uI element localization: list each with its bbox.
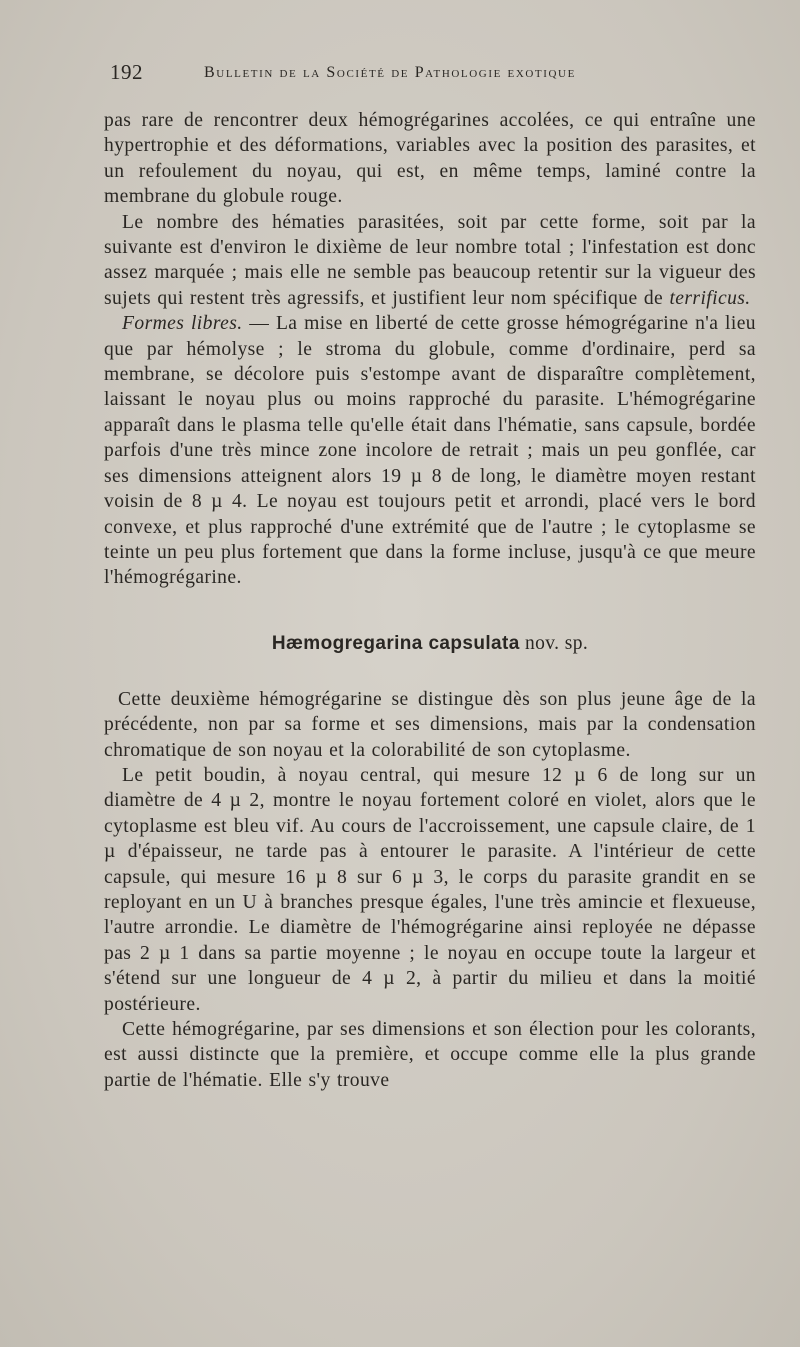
paragraph-infestation-text: Le nombre des hématies parasitées, soit par cette forme, soit par la suivante est d'environ le dixième de leur nombre total ; l'infestation est donc assez marquée ; mais elle ne semble pas beaucoup retentir sur la vigueur des sujets qui restent très agressifs, et justifient leur nom spécifique de bbox=[104, 211, 756, 309]
page-number: 192 bbox=[110, 60, 143, 84]
running-header bbox=[0, 60, 800, 90]
paragraph-measurements: Le petit boudin, à noyau central, qui mesure 12 µ 6 de long sur un diamètre de 4 µ 2, montre le noyau fortement coloré en violet, alors que le cytoplasme est bleu vif. Au cours de l'accroissement, une capsule claire, de 1 µ d'épaisseur, ne tarde pas à entourer le parasite. A l'intérieur de cette capsule, qui mesure 16 µ 8 sur 6 µ 3, le corps du parasite grandit en se reployant en un U à branches presque égales, l'une très amincie et flexueuse, l'autre arrondie. Le diamètre de l'hémogrégarine ainsi reployée ne dépasse pas 2 µ 1 dans sa partie moyenne ; le noyau en occupe toute la largeur et s'étend sur une longueur de 4 µ 2, à partir du milieu et dans la moitié postérieure. bbox=[104, 764, 756, 1015]
page-body bbox=[104, 108, 756, 1093]
paragraph-election: Cette hémogrégarine, par ses dimensions et son élection pour les colorants, est aussi distincte que la première, et occupe comme elle la plus grande partie de l'hématie. Elle s'y trouve bbox=[104, 1019, 756, 1091]
paragraph-formes-libres bbox=[104, 311, 756, 590]
species-name: Hæmogregarina capsulata bbox=[271, 632, 520, 654]
text-block-2 bbox=[104, 687, 756, 1094]
section-heading bbox=[104, 633, 756, 655]
specific-name: terrificus. bbox=[669, 287, 751, 309]
paragraph-infestation bbox=[104, 210, 756, 312]
species-suffix: nov. sp. bbox=[519, 632, 589, 654]
formes-libres-label: Formes libres. bbox=[122, 313, 243, 335]
paragraph-continuation: pas rare de rencontrer deux hémogrégarines accolées, ce qui entraîne une hypertrophie et des déformations, variables avec la position des parasites, et un refoulement du noyau, qui est, en même temps, laminé contre la membrane du globule rouge. bbox=[104, 110, 756, 208]
text-block-1 bbox=[104, 108, 756, 591]
journal-title: Bulletin de la Société de Pathologie exotique bbox=[204, 64, 576, 81]
formes-libres-dash: — bbox=[242, 313, 276, 335]
paragraph-description: Cette deuxième hémogrégarine se distingue dès son plus jeune âge de la précédente, non par sa forme et ses dimensions, mais par la condensation chromatique de son noyau et la colorabilité de son cytoplasme. bbox=[104, 688, 756, 761]
formes-libres-text: La mise en liberté de cette grosse hémogrégarine n'a lieu que par hémolyse ; le stroma du globule, comme d'ordinaire, perd sa membrane, se décolore puis s'estompe avant de disparaître complètement, laissant le noyau plus ou moins rapproché du parasite. L'hémogrégarine apparaît dans le plasma telle qu'elle était dans l'hématie, sans capsule, bordée parfois d'une très mince zone incolore de retrait ; mais un peu gonflée, car ses dimensions atteignent alors 19 µ 8 de long, le diamètre moyen restant voisin de 8 µ 4. Le noyau est toujours petit et arrondi, placé vers le bord convexe, et plus rapproché d'une extrémité que de l'autre ; le cytoplasme se teinte un peu plus fortement que dans la forme incluse, jusqu'à ce que meure l'hémogrégarine. bbox=[104, 313, 756, 589]
